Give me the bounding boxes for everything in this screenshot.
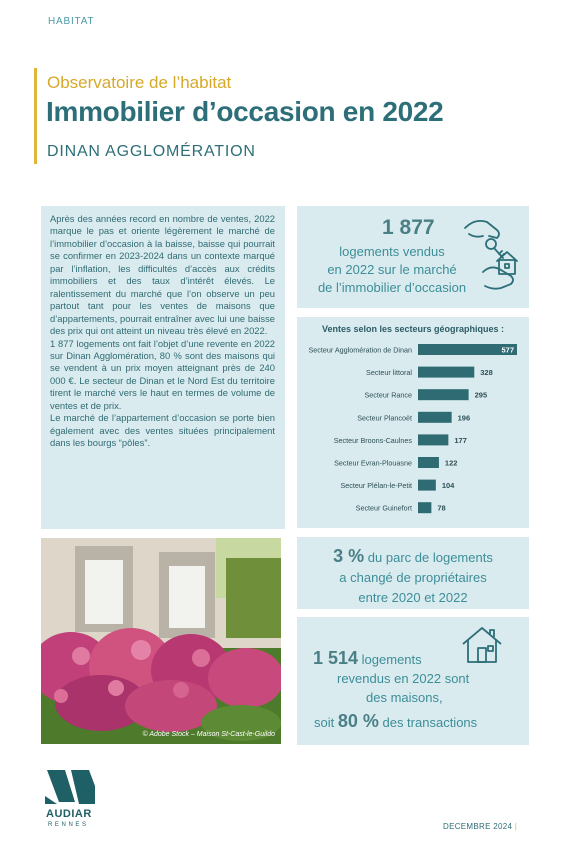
article-paragraph-1: Après des années record en nombre de ventes, 2022 marque le pas et oriente légèrement le marché de l’immobilier d’occasion à la baisse, baisse qui pourrait se confirmer en 2023-2024 dans un contexte marqué par l’inflation, les difficultés d’accès aux crédits immobiliers et des taux d’intérêt élevés. Le ralentissement du marché que l’on observe un peu partout tant pour les ventes de maisons que d’appartements, pourrait entraîner avec lui une baisse des prix qui ont atteint un niveau très élevé en 2022. <box>50 213 275 337</box>
value-label: 196 <box>457 413 471 423</box>
kpi-sales-line-2: en 2022 sur le marché <box>327 262 457 277</box>
kpi-owners-number: 3 % <box>333 546 365 566</box>
kpi-houses-line-2: revendus en 2022 sont <box>337 671 470 686</box>
value-label: 295 <box>474 390 488 400</box>
category-label: Secteur Evran-Plouasne <box>334 458 412 468</box>
chart-canvas <box>297 317 529 528</box>
category-label: Secteur Guinefort <box>355 503 412 513</box>
footer-date-text: DECEMBRE 2024 <box>443 822 513 831</box>
bar <box>418 389 469 400</box>
article-paragraph-2: 1 877 logements ont fait l’objet d’une revente en 2022 sur Dinan Agglomération, 80 % sont des maisons qui se vendent à un prix moyen atteignant près de 240 000 €. Le secteur de Dinan et le Nord Est du territoire tirent le marché vers le haut en termes de volume de ventes et de prix. <box>50 337 275 411</box>
bar <box>418 367 474 378</box>
category-label: Secteur Rance <box>364 390 412 400</box>
value-label: 177 <box>454 435 467 445</box>
kpi-owners-line-1 <box>297 546 529 568</box>
sales-by-sector-chart <box>297 317 529 528</box>
category-label: Secteur littoral <box>366 368 412 378</box>
footer-date <box>443 822 517 831</box>
house-photo <box>41 538 281 744</box>
article-paragraph-3: Le marché de l’appartement d’occasion se porte bien également avec des ventes situées principalement dans les bourgs “pôles”. <box>50 412 275 449</box>
value-label: 328 <box>480 368 493 378</box>
kpi-houses-line-1 <box>313 648 422 670</box>
kpi-sales-card <box>297 206 529 308</box>
bar <box>418 480 436 491</box>
value-label: 104 <box>441 481 455 491</box>
house-icon <box>460 624 504 666</box>
kpi-houses-post: des transactions <box>378 715 478 730</box>
logo-wordmark: AUDIAR <box>46 808 92 820</box>
bar <box>418 412 452 423</box>
photo-credit: © Adobe Stock – Maison St-Cast-le-Guildo <box>142 731 275 738</box>
hand-key-house-icon <box>461 214 523 298</box>
footer-separator: | <box>514 822 518 831</box>
kpi-owners-text-1: du parc de logements <box>364 550 493 565</box>
page-title: Immobilier d’occasion en 2022 <box>46 96 444 127</box>
audiar-logo-icon <box>45 770 101 830</box>
hydrangea-house-image <box>41 538 281 744</box>
article-panel <box>41 206 285 529</box>
value-label: 122 <box>444 458 458 468</box>
value-label: 78 <box>437 503 446 513</box>
logo-subtext: RENNES <box>48 822 89 828</box>
category-label: Secteur Broons-Caulnes <box>333 435 412 445</box>
category-label: Secteur Plancoët <box>357 413 412 423</box>
kpi-owners-line-2: a changé de propriétaires <box>339 570 487 585</box>
category-label: Secteur Agglomération de Dinan <box>308 345 412 355</box>
page-subtitle: DINAN AGGLOMÉRATION <box>47 143 256 160</box>
bar <box>418 434 448 445</box>
kpi-sales-text <box>297 243 487 297</box>
kpi-owners-card <box>297 537 529 609</box>
bar <box>418 502 431 513</box>
kpi-sales-line-3: de l’immobilier d’occasion <box>317 280 467 295</box>
kpi-houses-line-3: des maisons, <box>366 690 443 705</box>
kpi-houses-text-1: logements <box>358 652 422 667</box>
chart-title: Ventes selon les secteurs géographiques : <box>321 324 505 334</box>
category-label: Secteur Plélan-le-Petit <box>340 481 412 491</box>
kicker: Observatoire de l’habitat <box>47 73 232 92</box>
title-accent-bar <box>34 68 37 164</box>
kpi-houses-pre: soit <box>314 715 338 730</box>
kpi-houses-line-4 <box>314 711 477 733</box>
kpi-houses-number: 1 514 <box>313 648 359 668</box>
value-label: 577 <box>501 345 514 355</box>
kpi-sales-number: 1 877 <box>382 216 435 239</box>
bar <box>418 457 439 468</box>
section-label: HABITAT <box>48 16 95 27</box>
kpi-owners-line-3: entre 2020 et 2022 <box>358 590 468 605</box>
kpi-houses-card <box>297 617 529 745</box>
kpi-sales-line-1: logements vendus <box>339 244 445 259</box>
kpi-houses-share: 80 % <box>337 711 379 731</box>
